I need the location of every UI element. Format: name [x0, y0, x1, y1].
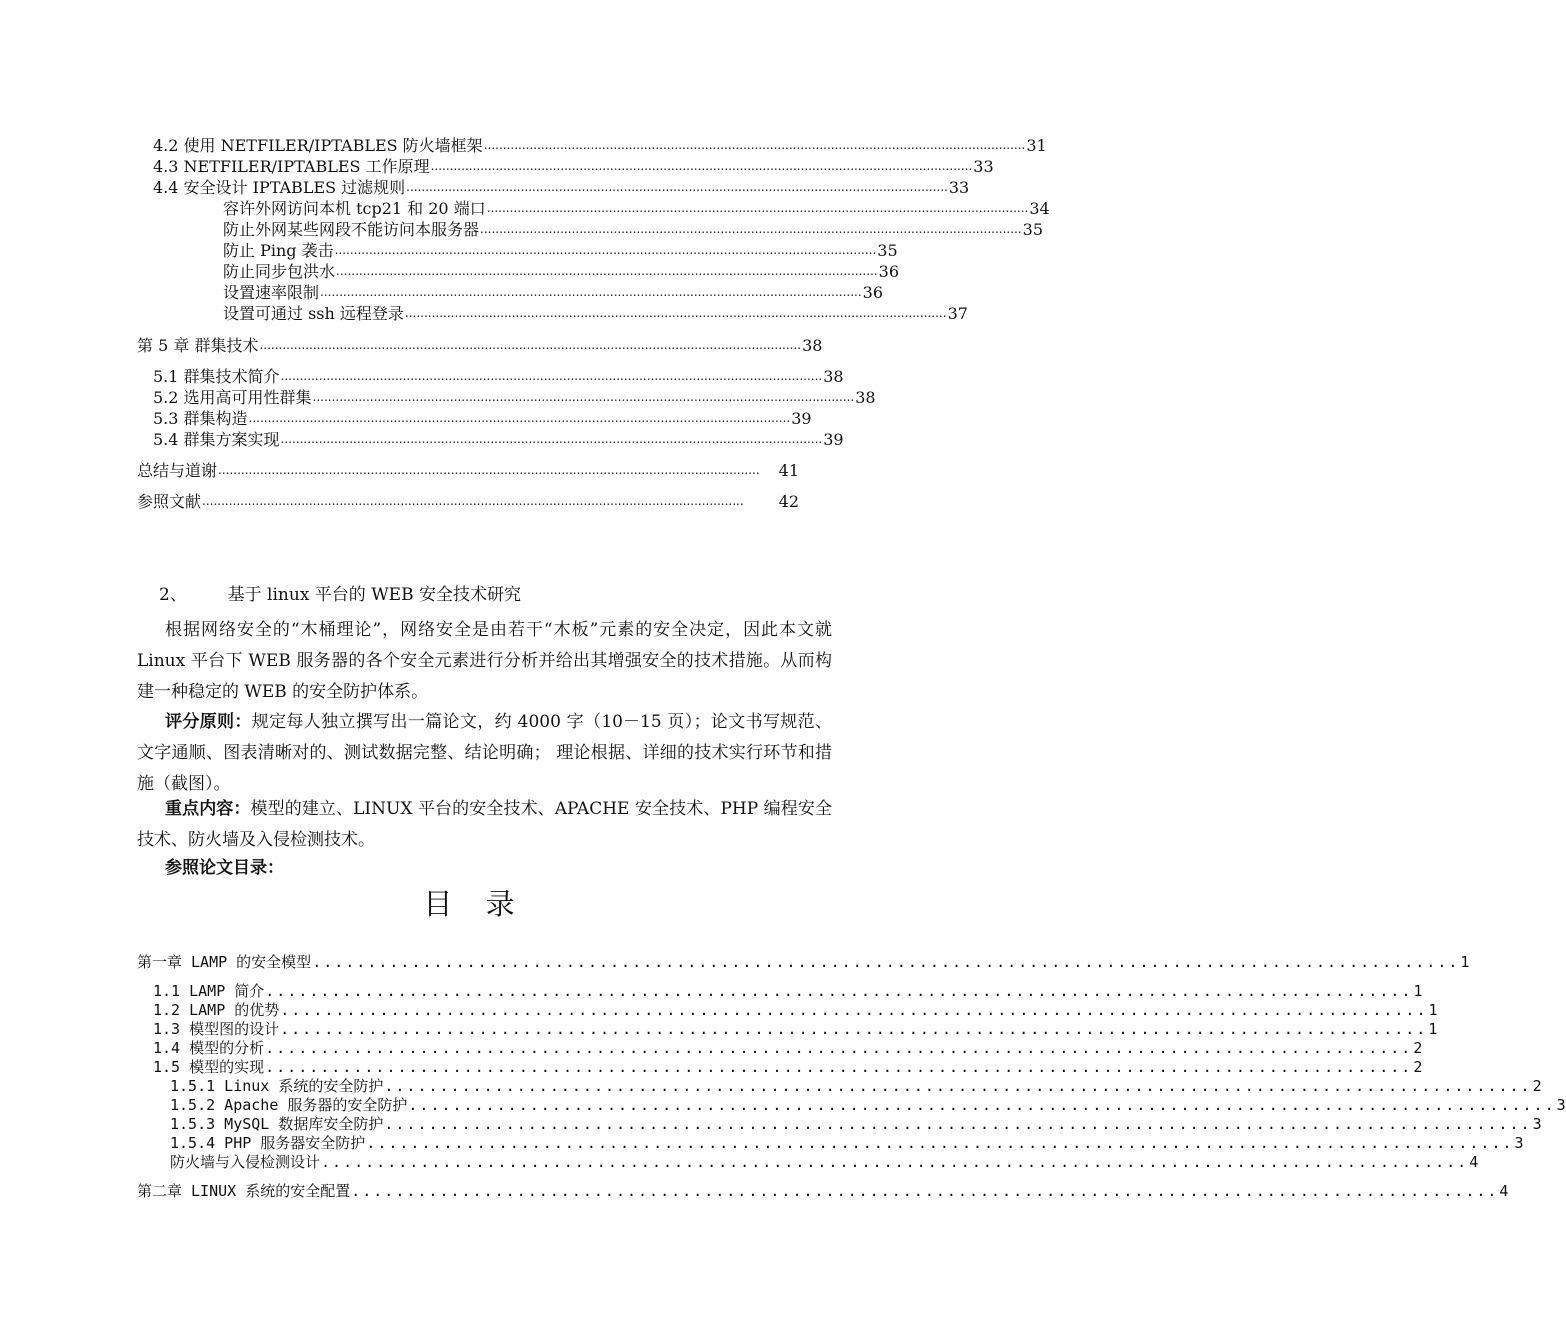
toc-entry-page: 38	[855, 388, 876, 407]
intro-paragraph: 根据网络安全的“木桶理论”，网络安全是由若干“木板”元素的安全决定，因此本文就 Linux 平台下 WEB 服务器的各个安全元素进行分析并给出其增强安全的技术措施。从而构建一种稳定的 WEB 的安全防护体系。	[137, 620, 832, 702]
toc-leader: ........................................................................................................	[265, 982, 1413, 1000]
toc-leader: ........................................................................................................	[312, 953, 1460, 971]
toc-entry-page: 33	[948, 178, 970, 197]
toc-leader: ........................................................................................................	[280, 1020, 1428, 1038]
toc-entry[interactable]	[137, 460, 799, 481]
toc-leader: ..............................................................................................................................................	[312, 390, 855, 404]
toc-entry[interactable]	[153, 135, 1047, 156]
toc-entry[interactable]	[223, 303, 968, 324]
toc-leader: ..............................................................................................................................................	[248, 411, 791, 425]
toc-entry-label: 5.3 群集构造	[153, 409, 248, 428]
toc-entry[interactable]	[170, 1115, 1542, 1134]
toc-entry[interactable]	[153, 387, 876, 408]
toc-entry-label: 4.4 安全设计 IPTABLES 过滤规则	[153, 178, 406, 197]
toc-leader: ..............................................................................................................................................	[202, 494, 744, 508]
toc-entry-label: 设置速率限制	[223, 283, 320, 302]
toc-entry[interactable]	[137, 491, 799, 512]
toc-entry[interactable]	[153, 177, 970, 198]
toc-entry[interactable]	[137, 1182, 1509, 1201]
toc-entry[interactable]	[153, 1020, 1438, 1039]
toc-entry-label: 1.1 LAMP 简介	[153, 982, 265, 1000]
toc-entry[interactable]	[137, 335, 823, 356]
toc-entry-label: 1.3 模型图的设计	[153, 1020, 280, 1038]
section-title: 基于 linux 平台的 WEB 安全技术研究	[227, 585, 521, 605]
toc-entry[interactable]	[170, 1077, 1542, 1096]
toc-title: 目 录	[423, 887, 527, 921]
toc-leader: ........................................................................................................	[265, 1039, 1413, 1057]
toc-entry-page: 1	[1460, 953, 1470, 971]
toc-entry[interactable]	[153, 366, 844, 387]
toc-entry-page: 31	[1026, 136, 1047, 155]
toc-entry-page: 38	[823, 367, 844, 386]
toc-entry-label: 设置可通过 ssh 远程登录	[223, 304, 404, 323]
toc-leader: ..............................................................................................................................................	[406, 180, 948, 194]
toc-entry-label: 1.5 模型的实现	[153, 1058, 265, 1076]
toc-leader: ........................................................................................................	[384, 1115, 1532, 1133]
toc-leader: ..............................................................................................................................................	[320, 285, 862, 299]
toc-entry[interactable]	[223, 198, 1050, 219]
toc-entry[interactable]	[170, 1134, 1524, 1153]
toc-entry[interactable]	[137, 953, 1470, 972]
toc-entry[interactable]	[223, 240, 898, 261]
toc-leader: ..............................................................................................................................................	[259, 338, 802, 352]
toc-entry-label: 5.2 选用高可用性群集	[153, 388, 312, 407]
toc-leader: ........................................................................................................	[366, 1134, 1514, 1152]
toc-entry-page: 4	[1499, 1182, 1509, 1200]
toc-leader: ........................................................................................................	[321, 1153, 1469, 1171]
toc-leader: ..............................................................................................................................................	[218, 463, 760, 477]
toc-entry-page: 1	[1413, 982, 1423, 1000]
toc-leader: ..............................................................................................................................................	[334, 243, 877, 257]
toc-entry-label: 第二章 LINUX 系统的安全配置	[137, 1182, 351, 1200]
toc-entry[interactable]	[170, 1153, 1479, 1172]
toc-leader: ..............................................................................................................................................	[404, 306, 947, 320]
toc-entry-label: 第一章 LAMP 的安全模型	[137, 953, 312, 971]
toc-leader: ........................................................................................................	[408, 1096, 1556, 1114]
toc-entry[interactable]	[153, 429, 844, 450]
toc-entry-page: 39	[791, 409, 812, 428]
toc-entry-page: 2	[1532, 1077, 1542, 1095]
toc-entry-page: 3	[1556, 1096, 1566, 1114]
toc-entry-label: 5.4 群集方案实现	[153, 430, 280, 449]
toc-entry[interactable]	[170, 1096, 1566, 1115]
toc-leader: ..............................................................................................................................................	[483, 138, 1026, 152]
section-heading	[159, 584, 521, 606]
toc-entry[interactable]	[223, 219, 1044, 240]
toc-leader: ........................................................................................................	[351, 1182, 1499, 1200]
toc-entry-label: 参照文献	[137, 492, 202, 511]
toc-entry-label: 1.5.1 Linux 系统的安全防护	[170, 1077, 384, 1095]
toc-entry-page: 2	[1413, 1039, 1423, 1057]
key-content-paragraph	[137, 794, 832, 856]
toc-entry-label: 5.1 群集技术简介	[153, 367, 280, 386]
toc-entry-label: 防止外网某些网段不能访问本服务器	[223, 220, 480, 239]
grading-label: 评分原则：	[165, 712, 252, 732]
toc-entry-label: 1.2 LAMP 的优势	[153, 1001, 280, 1019]
toc-entry-label: 1.4 模型的分析	[153, 1039, 265, 1057]
toc-leader: ..............................................................................................................................................	[280, 369, 823, 383]
toc-entry-label: 防止 Ping 袭击	[223, 241, 334, 260]
reference-toc-label: 参照论文目录：	[165, 858, 284, 878]
toc-entry-page: 36	[878, 262, 900, 281]
toc-entry-page: 35	[1022, 220, 1044, 239]
key-content-text: 模型的建立、LINUX 平台的安全技术、APACHE 安全技术、PHP 编程安全技术、防火墙及入侵检测技术。	[137, 799, 832, 850]
toc-entry-page: 33	[973, 157, 994, 176]
toc-entry-page: 1	[1428, 1001, 1438, 1019]
toc-entry-page: 38	[802, 336, 823, 355]
toc-entry-page: 36	[862, 283, 884, 302]
toc-entry-label: 1.5.2 Apache 服务器的安全防护	[170, 1096, 408, 1114]
toc-entry[interactable]	[153, 1039, 1423, 1058]
toc-leader: ..............................................................................................................................................	[486, 201, 1029, 215]
toc-entry-page: 2	[1413, 1058, 1423, 1076]
toc-entry-label: 第 5 章 群集技术	[137, 336, 259, 355]
toc-entry[interactable]	[223, 261, 900, 282]
toc-entry-label: 1.5.4 PHP 服务器安全防护	[170, 1134, 366, 1152]
toc-entry[interactable]	[153, 1058, 1423, 1077]
toc-entry-page: 3	[1514, 1134, 1524, 1152]
toc-entry-label: 1.5.3 MySQL 数据库安全防护	[170, 1115, 384, 1133]
grading-text: 规定每人独立撰写出一篇论文，约 4000 字（10－15 页）；论文书写规范、文字通顺、图表清晰对的、测试数据完整、结论明确； 理论根据、详细的技术实行环节和措施（截图）。	[137, 712, 832, 794]
toc-entry-page: 37	[947, 304, 968, 323]
grading-paragraph	[137, 707, 832, 800]
toc-entry[interactable]	[223, 282, 884, 303]
toc-leader: ..............................................................................................................................................	[336, 264, 878, 278]
toc-entry-page: 39	[823, 430, 844, 449]
toc-entry-label: 防止同步包洪水	[223, 262, 336, 281]
toc-entry-label: 防火墙与入侵检测设计	[170, 1153, 321, 1171]
toc-entry-label: 总结与道谢	[137, 461, 218, 480]
toc-entry[interactable]	[153, 982, 1423, 1001]
toc-entry-page: 4	[1469, 1153, 1479, 1171]
key-content-label: 重点内容：	[165, 799, 251, 819]
toc-entry-page: 41	[778, 461, 799, 480]
toc-leader: ..............................................................................................................................................	[430, 159, 973, 173]
toc-leader: ..............................................................................................................................................	[480, 222, 1022, 236]
toc-entry[interactable]	[153, 156, 994, 177]
toc-entry-label: 4.2 使用 NETFILER/IPTABLES 防火墙框架	[153, 136, 483, 155]
toc-entry-page: 35	[877, 241, 898, 260]
toc-entry-page: 34	[1029, 199, 1050, 218]
toc-entry[interactable]	[153, 408, 812, 429]
section-number: 2、	[159, 585, 187, 605]
toc-leader: ........................................................................................................	[280, 1001, 1428, 1019]
toc-entry-page: 1	[1428, 1020, 1438, 1038]
toc-leader: ........................................................................................................	[384, 1077, 1532, 1095]
toc-entry[interactable]	[153, 1001, 1438, 1020]
toc-entry-page: 3	[1532, 1115, 1542, 1133]
toc-leader: ........................................................................................................	[265, 1058, 1413, 1076]
toc-entry-page: 42	[778, 492, 799, 511]
toc-entry-label: 4.3 NETFILER/IPTABLES 工作原理	[153, 157, 430, 176]
toc-leader: ..............................................................................................................................................	[280, 432, 823, 446]
toc-entry-label: 容许外网访问本机 tcp21 和 20 端口	[223, 199, 486, 218]
